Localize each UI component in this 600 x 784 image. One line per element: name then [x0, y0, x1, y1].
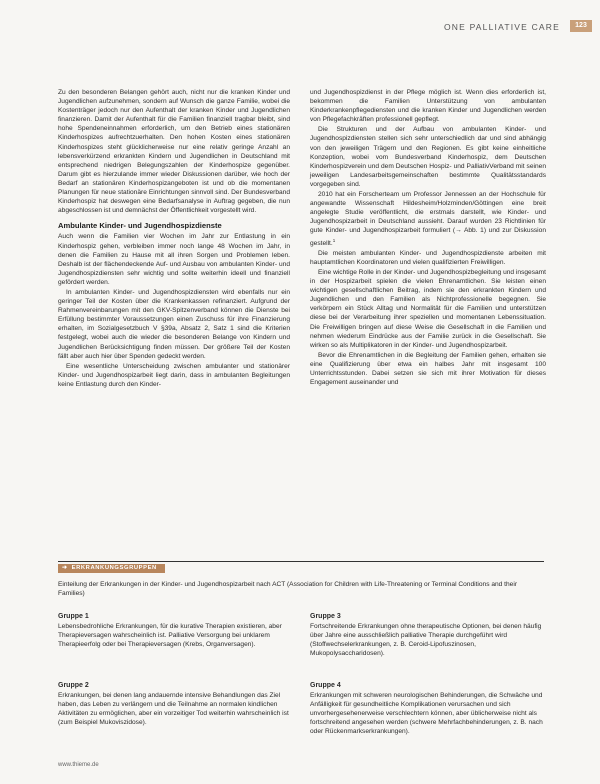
- arrow-right-icon: ➜: [62, 565, 68, 571]
- footnote-marker: 1: [332, 237, 336, 243]
- section-title: ONE PALLIATIVE CARE: [443, 22, 560, 32]
- group-text: Erkrankungen mit schweren neurologischen Behinderungen, die Schwäche und Anfälligkeit für gesundheitliche Komplikationen verursachen und sich unvorhergesehenerweise verschlechtern können, aber üblicherweise nicht als fortschreitend angesehen werden (schwere Mehrfachbehinderungen, z. B. nach oder Rückenmarkserkrankungen).: [310, 692, 543, 736]
- paragraph: Auch wenn die Familien vier Wochen im Jahr zur Entlastung in ein Kinderhospiz gehen, verbleiben immer noch lange 48 Wochen im Jahr, in denen die Familien zu Hause mit all ihren Sorgen und Problemen leben. Deshalb ist der flächendeckende Auf- und Ausbau von ambulanten Kinder- und Jugendhospizdiensten sehr wichtig und sollte weiterhin ideell und finanziell gefördert werden.: [58, 233, 290, 286]
- paragraph: Eine wichtige Rolle in der Kinder- und Jugendhospizbegleitung und insgesamt in der Hospizarbeit spielen die vielen Ehrenamtlichen. Sie leisten einen wichtigen gesellschaftlichen Beitrag, indem sie den erkrankten Kindern und Jugendlichen und den Familien als Nichtprofessionelle begegnen. Sie verkörpern ein Stück Alltag und Normalität für die Familien und unterstützen diese bei der Verarbeitung ihrer speziellen und momentanen Lebenssituation. Die Freiwilligen bringen auf diese Weise die Gesellschaft in die Familien und nehmen wiederum Eindrücke aus der Familie zurück in die Gesellschaft. Sie wirken so als Multiplikatoren in der Kinder- und Jugendhospizarbeit.: [310, 268, 546, 349]
- paragraph: [310, 190, 546, 248]
- group-1: [58, 612, 294, 649]
- info-box-label: [58, 564, 165, 573]
- right-column: [310, 88, 546, 388]
- group-text: Fortschreitende Erkrankungen ohne therapeutische Optionen, bei denen häufig über Jahre eine ausschließlich palliative Therapie durchgeführt wird (Stoffwechselerkrankungen, z. B. Ceroid-Lipofuszinosen, Mukopolysaccharidosen).: [310, 623, 542, 658]
- footer-url: www.thieme.de: [58, 762, 99, 768]
- group-title: Gruppe 3: [310, 613, 341, 620]
- paragraph: Eine wesentliche Unterscheidung zwischen ambulanter und stationärer Kinder- und Jugendhospizarbeit liegt darin, dass in ambulanten Begleitungen keine Entlastung durch den Kinder-: [58, 362, 290, 388]
- paragraph-text: 2010 hat ein Forscherteam um Professor Jennessen an der Hochschule für angewandte Wissenschaft Hildesheim/Holzminden/Göttingen eine breit angelegte Studie veröffentlicht, die erstmals darstellt, wie Kinder- und Jugendhospizarbeit in Deutschland aussieht. Darauf wurden 23 Richtlinien für gute Kinder- und Jugendhospizarbeit formuliert (→ Abb. 1) und zur Diskussion gestellt.: [310, 191, 546, 247]
- paragraph: Bevor die Ehrenamtlichen in die Begleitung der Familien gehen, erhalten sie eine Qualifizierung über etwa ein halbes Jahr mit insgesamt 100 Unterrichtsstunden. Dabei setzen sie sich mit ihrer Motivation für dieses Engagement auseinander und: [310, 351, 546, 387]
- info-box-intro: Einteilung der Erkrankungen in der Kinder- und Jugendhospizarbeit nach ACT (Association for Children with Life-Threatening or Terminal Conditions and their Families): [58, 581, 518, 597]
- group-4: [310, 681, 546, 737]
- group-title: Gruppe 1: [58, 613, 89, 620]
- paragraph: In ambulanten Kinder- und Jugendhospizdiensten wird ebenfalls nur ein geringer Teil der Kosten über die Krankenkassen refinanziert. Aufgrund der Rahmenvereinbarungen mit den GKV-Spitzenverband können die Dienste bei Erfüllung bestimmter Voraussetzungen einen Zuschuss für ihre Finanzierung erhalten, im Sozialgesetzbuch V §39a, Absatz 2, Satz 1 sind die Kriterien festgelegt, wobei auch die wieder die besonderen Belange von Kindern und Jugendlichen Berücksichtigung finden müssen. Der größere Teil der Kosten fällt aber auch hier über Spenden gedeckt werden.: [58, 288, 290, 360]
- running-header: [430, 20, 600, 36]
- info-box-label-text: ERKRANKUNGSGRUPPEN: [71, 565, 157, 571]
- section-heading: Ambulante Kinder- und Jugendhospizdienste: [58, 221, 222, 231]
- group-2: [58, 681, 294, 727]
- group-text: Erkrankungen, bei denen lang andauernde intensive Behandlungen das Ziel haben, das Leben zu verlängern und die Teilnahme an normalen kindlichen Aktivitäten zu ermöglichen, aber ein vorzeitiger Tod weiterhin wahrscheinlich ist (zum Beispiel Mukoviszidose).: [58, 692, 289, 727]
- page-number-badge: 123: [570, 20, 592, 32]
- info-box-bar: [58, 561, 544, 572]
- paragraph: und Jugendhospizdienst in der Pflege möglich ist. Wenn dies erforderlich ist, bekommen die Familien Unterstützung von ambulanten Kinderkrankenpflegediensten und die kranken Kinder und Jugendlichen werden von Pflegefachkräften professionell gepflegt.: [310, 89, 546, 124]
- group-title: Gruppe 2: [58, 682, 89, 689]
- paragraph: Die Strukturen und der Aufbau von ambulanten Kinder- und Jugendhospizdiensten stellen sich sehr unterschiedlich dar und sind abhängig von den jeweiligen Trägern und den Regionen. Es gibt keine einheitliche Konzeption, wobei vom Bundesverband Kinderhospiz, dem Deutschen Kinderhospizverein und dem Deutschen Hospiz- und PalliativVerband mit seinen jeweiligen Landesarbeitsgemeinschaften bestimmte Qualitätsstandards vorgegeben sind.: [310, 126, 546, 188]
- group-3: [310, 612, 546, 658]
- group-text: Lebensbedrohliche Erkrankungen, für die kurative Therapien existieren, aber Therapieversagen wahrscheinlich ist. Palliative Versorgung bei unklarem Therapieerfolg oder bei Therapieversagen (Krebs, Organversagen).: [58, 623, 282, 649]
- left-column: [58, 88, 290, 390]
- group-title: Gruppe 4: [310, 682, 341, 689]
- paragraph: Die meisten ambulanten Kinder- und Jugendhospizdienste arbeiten mit hauptamtlichen Koordinatoren und vielen qualifizierten Freiwilligen.: [310, 249, 546, 266]
- paragraph: Zu den besonderen Belangen gehört auch, nicht nur die kranken Kinder und Jugendlichen aufzunehmen, sondern auf Wunsch die ganze Familie, wobei die Kostenträger jedoch nur den Aufenthalt der kranken Kinder und Jugendlichen finanzieren. Damit der Aufenthalt für die Familien finanziell tragbar bleibt, sind hohe Spendeneinnahmen erforderlich, um den Betrieb eines stationären Kinderhospizes aufrechtzuerhalten. Den hohen Kosten eines stationären Kinderhospizes steht glücklicherweise nur eine relativ geringe Anzahl an lebensverkürzend erkrankten Kindern und Jugendlichen in Deutschland mit entsprechend niedrigen Belegungszahlen der Kinderhospize gegenüber. Darum gibt es hierzulande immer wieder Diskussionen darüber, wie hoch der Bedarf an stationären Kinderhospizangeboten ist und ob die momentanen Planungen für neue stationäre Einrichtungen sinnvoll sind. Der Bundesverband Kinderhospiz hat deswegen eine Bedarfsanalyse in Auftrag gegeben, die nun abgeschlossen ist und demnächst der Öffentlichkeit vorgestellt wird.: [58, 89, 290, 215]
